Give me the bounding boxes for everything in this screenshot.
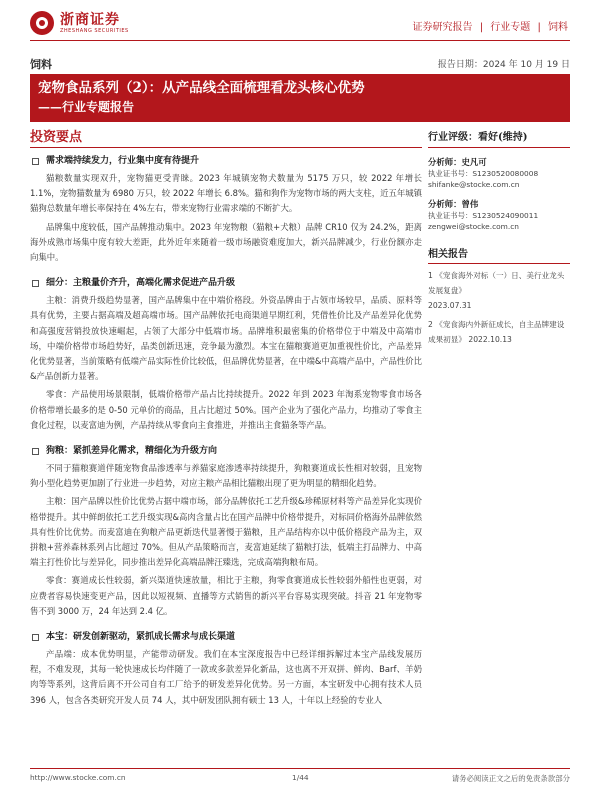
analyst-cert: 执业证书号：S1230520080008: [428, 169, 539, 178]
paragraph: 不同于猫粮赛道伴随宠物食品渗透率与养猫家庭渗透率持续提升，狗粮赛道成长性相对较弱，且宠物狗小型化趋势更加剧了行业进一步趋势，对应主粮产品相比猫粮出现了更为明显的精细化趋势。: [30, 463, 422, 489]
breadcrumb-report-kind: 行业专题: [490, 22, 531, 33]
logo-name-en: ZHESHANG SECURITIES: [60, 27, 129, 34]
page-number: 1/44: [292, 773, 309, 782]
key-point-title: 细分：主粮量价齐升，高端化需求促进产品升级: [46, 278, 236, 289]
breadcrumb-report-type: 证券研究报告: [412, 22, 473, 33]
report-date: 报告日期：2024 年 10 月 19 日: [437, 60, 570, 70]
key-point-title: 狗粮：紧抓差异化需求，精细化为升级方向: [46, 446, 218, 457]
sidebar-column: [428, 128, 570, 347]
title-banner: [30, 74, 570, 122]
paragraph: 零食：产品使用场景限制，低端价格带产品占比持续提升。2022 年到 2023 年淘系宠物零食市场各价格带增长最多的是 0-50 元单价的商品，且占比超过 50%。国产企业为了强化产品力，均推动了零食主食化过程，以麦富迪为例，产品持续从零食向主食推进，并推出主食猫条等产品。: [30, 389, 422, 430]
paragraph: 主粮：消费升级趋势显著，国产品牌集中在中端价格段。外资品牌由于占领市场较早，品质、原料等具有优势，主要占据高端及超高端市场。国产品牌依托电商渠道早期红利，凭借性价比及产品差异化优势和高强度营销投放快速崛起，占领了大部分中低端市场。品牌堆积最密集的价格带位于中端及中高端市场，中端价格带市场趋势好，品类创新迅速，竞争最为激烈。本宝在猫粮赛道更加重视性价比，产品差异化优势显著，当前策略有低端产品实际性价比较低，但品牌优势显著，在中端&中高端产品中，产品性价比&产品创新力显著。: [30, 295, 422, 382]
footer-url[interactable]: http://www.stocke.com.cn: [30, 773, 126, 782]
breadcrumb-sep: |: [479, 22, 484, 33]
paragraph: 零食：赛道成长性较弱，新兴渠道快速放量，相比于主粮，狗零食赛道成长性较弱外船性也更弱，对应费者容易快速变更产品，因此以短视频、直播等方式销售的新兴平台容易实现突破。抖音 21 年宠物零售不到 3000 万，24 年达到 2.4 亿。: [30, 575, 422, 616]
breadcrumb-industry: 饲料: [548, 22, 568, 33]
industry-tag: 饲料: [30, 58, 52, 71]
broker-logo: [30, 8, 129, 38]
analyst-name: 分析师：史凡可: [428, 157, 487, 167]
related-reports-heading: 相关报告: [428, 246, 570, 264]
analyst-card: [428, 198, 570, 232]
analyst-email[interactable]: zengwei@stocke.com.cn: [428, 222, 519, 231]
paragraph: 主粮：国产品牌以性价比优势占据中端市场，部分品牌依托工艺升级&珍稀原材料等产品差异化实现价格带提升。其中鲜朗依托工艺升级实现&高肉含量占比在国产品牌中价格带提升，对标同价格海外品牌依然具有性价比优势。而麦富迪在狗粮产品更新迭代显著慢于猫粮，且产品结构亦以中低价格段产品为主，双拼粮+营养森林系列占比超过 70%。但从产品策略而言，麦富迪延续了猫粮打法，低端主打品牌力、中高端主打性价比与差异化，同步推出差异化高端品牌汪臻选，完成高端狗粮布局。: [30, 496, 422, 568]
section-heading: 投资要点: [30, 128, 422, 148]
report-subtitle: ——行业专题报告: [38, 100, 135, 114]
analyst-name: 分析师：曾伟: [428, 199, 479, 209]
paragraph: 猫粮数量实现双升，宠物猫更受青睐。2023 年城镇宠物犬数量为 5175 万只，较 2022 年增长 1.1%，宠物猫数量为 6980 万只，较 2022 年增长 6.8%。猫和狗作为宠物市场的两大支柱，近五年城镇猫狗总数量年增长率保持在 4%左右，带来宠物行业需求端的不断扩大。: [30, 173, 422, 214]
breadcrumb: [411, 18, 571, 33]
checkbox-bullet-icon: [32, 280, 39, 287]
key-point: [30, 154, 422, 169]
key-point: [30, 276, 422, 291]
paragraph: 品牌集中度较低，国产品牌推动集中。2023 年宠物粮（猫粮+犬粮）品牌 CR10 仅为 24.2%，距离海外成熟市场集中度有较大差距，此外近年来随着一级市场融资难度加大，新兴品牌减少，行业份额亦走向集中。: [30, 221, 422, 263]
checkbox-bullet-icon: [32, 158, 39, 165]
page-footer: [30, 768, 570, 786]
logo-name: 浙商证券: [60, 11, 120, 28]
related-report-date: 2023.07.31: [428, 301, 472, 310]
key-point-title: 需求端持续发力，行业集中度有待提升: [46, 156, 200, 166]
logo-mark-icon: [30, 11, 54, 35]
report-title: 宠物食品系列（2）：从产品线全面梳理看龙头核心优势: [38, 80, 365, 96]
checkbox-bullet-icon: [32, 634, 39, 641]
disclaimer-note: 请务必阅读正文之后的免责条款部分: [451, 774, 570, 783]
analyst-card: [428, 156, 570, 190]
related-report-item[interactable]: 2 《宠食海内外新征成长，自主品牌建设成果初显》 2022.10.13: [428, 320, 565, 344]
checkbox-bullet-icon: [32, 448, 39, 455]
report-header: [30, 8, 570, 38]
analyst-email[interactable]: shifanke@stocke.com.cn: [428, 180, 520, 189]
key-point: [30, 630, 422, 645]
header-divider: [30, 40, 570, 41]
analyst-cert: 执业证书号：S1230524090011: [428, 211, 539, 220]
breadcrumb-sep: |: [537, 22, 541, 33]
main-column: [30, 128, 422, 711]
key-point-title: 本宝：研发创新驱动，紧抓成长需求与成长渠道: [46, 632, 236, 643]
industry-rating: 行业评级：看好(维持): [428, 128, 570, 148]
paragraph: 产品端：成本优势明显，产能带动研发。我们在本宝深度报告中已经详细拆解过本宝产品线发展历程，不难发现，其每一轮快速成长均伴随了一款或多款差异化新品，这也离不开双拼、鲜肉、Barf、羊奶肉等等系列，这背后离不开公司自有工厂给予的研发差异化优势。另一方面，本宝研发中心拥有技术人员 396 人，包含各类研究开发人员 74 人，其中研发团队拥有硕士 13 人，十年以上经验的专业人: [30, 649, 422, 705]
key-point: [30, 444, 422, 459]
related-report-item[interactable]: 1 《宠食海外对标（一）日、美行业龙头发展复盘》: [428, 271, 565, 295]
